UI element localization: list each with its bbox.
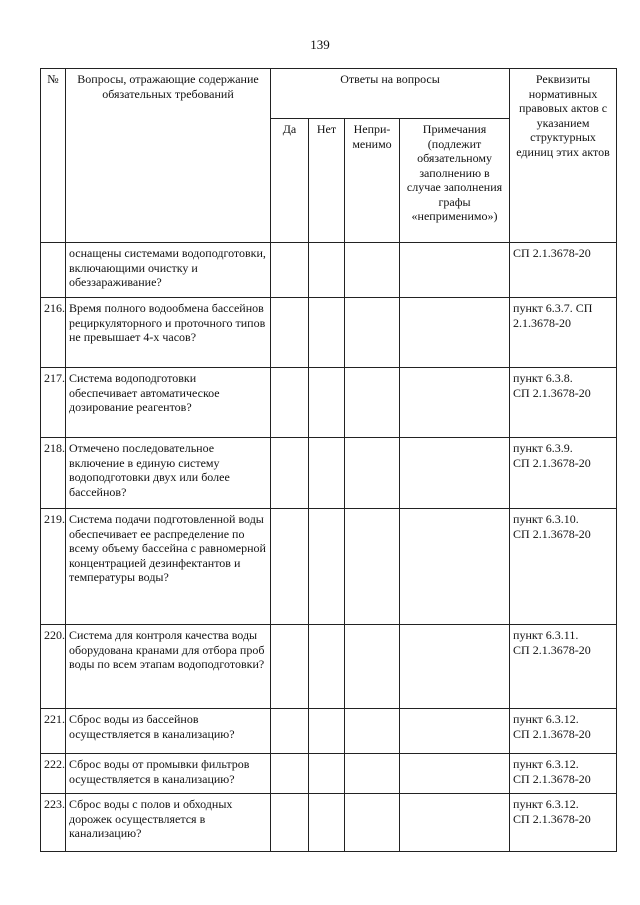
row-ref: пункт 6.3.7. СП 2.1.3678-20 — [510, 298, 617, 368]
cell-notes — [400, 625, 510, 709]
cell-no — [309, 438, 345, 509]
row-number — [41, 243, 66, 298]
table-row — [41, 709, 617, 754]
cell-notes — [400, 754, 510, 794]
cell-not-applicable — [345, 625, 400, 709]
cell-not-applicable — [345, 243, 400, 298]
cell-notes — [400, 438, 510, 509]
page-number: 139 — [310, 37, 330, 52]
row-ref: пункт 6.3.10. СП 2.1.3678-20 — [510, 509, 617, 625]
cell-yes — [271, 368, 309, 438]
row-question: оснащены системами водоподготовки, включающими очистку и обеззараживание? — [66, 243, 271, 298]
header-notes: Примечания (подлежит обязательному заполнению в случае заполнения графы «неприменимо») — [400, 119, 510, 243]
cell-yes — [271, 625, 309, 709]
table-row — [41, 368, 617, 438]
header-no: Нет — [309, 119, 345, 243]
cell-not-applicable — [345, 794, 400, 852]
checklist-table — [40, 68, 617, 852]
cell-yes — [271, 709, 309, 754]
row-ref: пункт 6.3.12. СП 2.1.3678-20 — [510, 709, 617, 754]
row-number: 218. — [41, 438, 66, 509]
cell-yes — [271, 438, 309, 509]
cell-no — [309, 625, 345, 709]
row-ref: пункт 6.3.8. СП 2.1.3678-20 — [510, 368, 617, 438]
row-question: Отмечено последовательное включение в единую систему водоподготовки двух или более бассейнов? — [66, 438, 271, 509]
cell-yes — [271, 298, 309, 368]
cell-yes — [271, 794, 309, 852]
row-number: 216. — [41, 298, 66, 368]
cell-not-applicable — [345, 754, 400, 794]
row-question: Сброс воды из бассейнов осуществляется в канализацию? — [66, 709, 271, 754]
table-row — [41, 298, 617, 368]
row-question: Система водоподготовки обеспечивает автоматическое дозирование реагентов? — [66, 368, 271, 438]
cell-not-applicable — [345, 298, 400, 368]
cell-no — [309, 754, 345, 794]
cell-notes — [400, 709, 510, 754]
header-yes: Да — [271, 119, 309, 243]
cell-notes — [400, 368, 510, 438]
cell-notes — [400, 509, 510, 625]
cell-notes — [400, 794, 510, 852]
table-row — [41, 243, 617, 298]
cell-yes — [271, 754, 309, 794]
row-ref: пункт 6.3.12. СП 2.1.3678-20 — [510, 794, 617, 852]
cell-no — [309, 243, 345, 298]
row-number: 223. — [41, 794, 66, 852]
header-answers: Ответы на вопросы — [271, 69, 510, 119]
table-row — [41, 438, 617, 509]
cell-yes — [271, 243, 309, 298]
row-ref: пункт 6.3.11. СП 2.1.3678-20 — [510, 625, 617, 709]
table-row — [41, 625, 617, 709]
cell-not-applicable — [345, 438, 400, 509]
cell-notes — [400, 298, 510, 368]
row-number: 219. — [41, 509, 66, 625]
cell-not-applicable — [345, 509, 400, 625]
cell-no — [309, 709, 345, 754]
cell-no — [309, 368, 345, 438]
cell-no — [309, 509, 345, 625]
cell-notes — [400, 243, 510, 298]
row-question: Система подачи подготовленной воды обеспечивает ее распределение по всему объему бассейна с равномерной концентрацией дезинфектантов и температуры воды? — [66, 509, 271, 625]
table-row — [41, 794, 617, 852]
row-ref: пункт 6.3.12. СП 2.1.3678-20 — [510, 754, 617, 794]
row-number: 221. — [41, 709, 66, 754]
row-question: Система для контроля качества воды оборудована кранами для отбора проб воды по всем этапам водоподготовки? — [66, 625, 271, 709]
cell-not-applicable — [345, 709, 400, 754]
cell-not-applicable — [345, 368, 400, 438]
header-requisites: Реквизиты нормативных правовых актов с указанием структурных единиц этих актов — [510, 69, 617, 243]
row-number: 220. — [41, 625, 66, 709]
cell-no — [309, 794, 345, 852]
row-ref: СП 2.1.3678-20 — [510, 243, 617, 298]
row-question: Время полного водообмена бассейнов рециркуляторного и проточного типов не превышает 4-х часов? — [66, 298, 271, 368]
table-row — [41, 509, 617, 625]
row-question: Сброс воды с полов и обходных дорожек осуществляется в канализацию? — [66, 794, 271, 852]
row-ref: пункт 6.3.9. СП 2.1.3678-20 — [510, 438, 617, 509]
cell-yes — [271, 509, 309, 625]
header-not-applicable: Непри- менимо — [345, 119, 400, 243]
row-question: Сброс воды от промывки фильтров осуществляется в канализацию? — [66, 754, 271, 794]
header-num: № — [41, 69, 66, 243]
table-row — [41, 754, 617, 794]
header-row-top — [41, 69, 617, 119]
cell-no — [309, 298, 345, 368]
header-question: Вопросы, отражающие содержание обязательных требований — [66, 69, 271, 243]
row-number: 222. — [41, 754, 66, 794]
row-number: 217. — [41, 368, 66, 438]
